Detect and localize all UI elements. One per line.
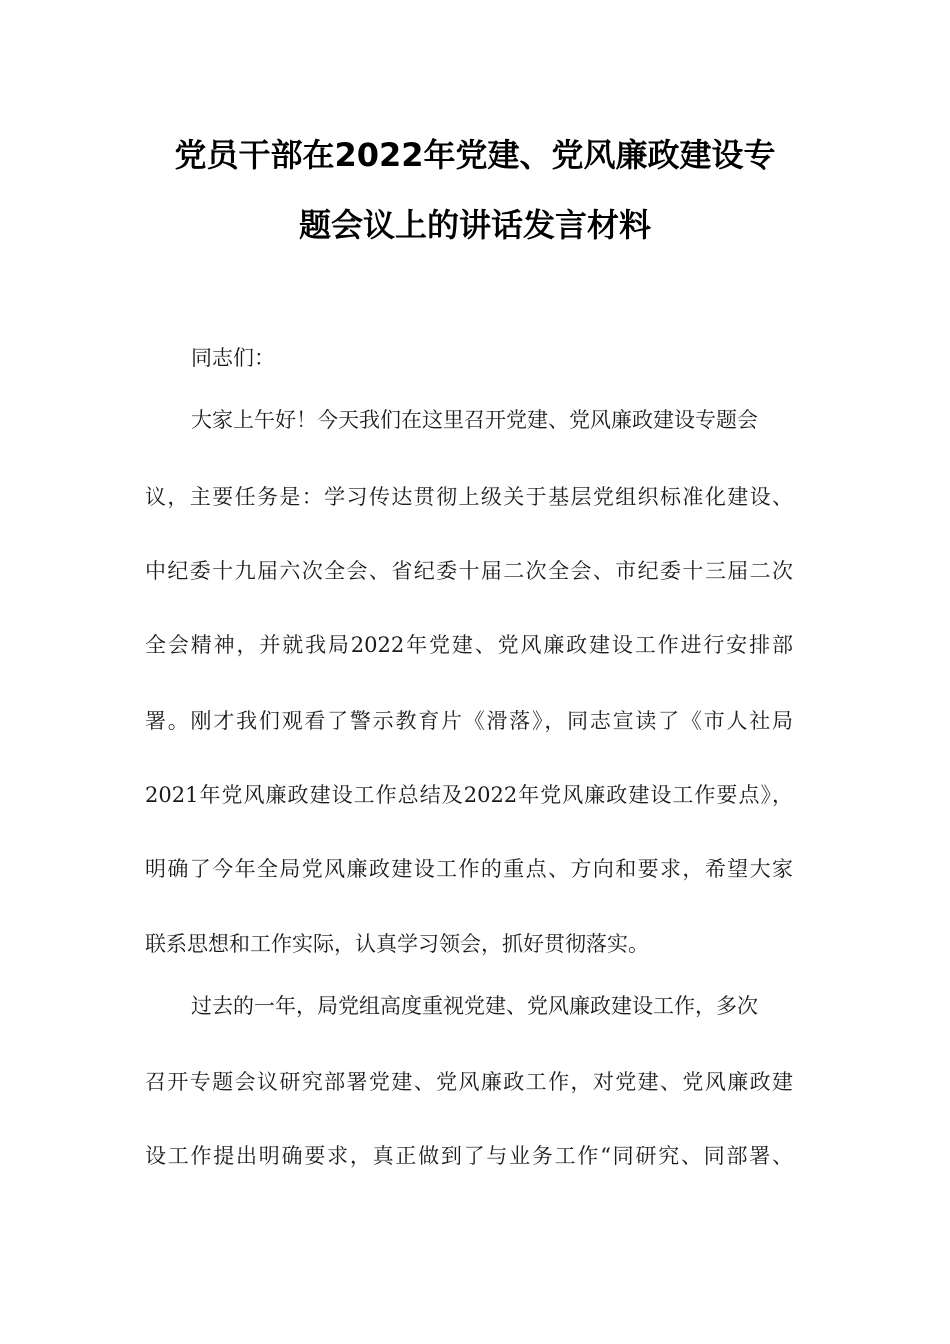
body-text: 明确了今年全局党风廉政建设工作的重点、方向和要求，希望大家 — [145, 857, 793, 881]
body-text: 大家上午好！今天我们在这里召开党建、党风廉政建设专题会 — [191, 408, 758, 432]
body-text: 2021年党风廉政建设工作总结及2022年党风廉政建设工作要点》， — [145, 783, 793, 807]
document-title-line-1: 党员干部在2022年党建、党风廉政建设专 — [174, 136, 776, 174]
body-text: 署。刚才我们观看了警示教育片《滑落》，同志宣读了《市人社局 — [145, 709, 793, 733]
salutation: 同志们： — [191, 346, 275, 370]
body-text: 设工作提出明确要求，真正做到了与业务工作“同研究、同部署、 — [145, 1144, 793, 1168]
body-text: 议，主要任务是：学习传达贯彻上级关于基层党组织标准化建设、 — [145, 485, 793, 509]
body-text: 中纪委十九届六次全会、省纪委十届二次全会、市纪委十三届二次 — [145, 559, 793, 583]
body-text: 全会精神，并就我局2022年党建、党风廉政建设工作进行安排部 — [145, 633, 793, 657]
body-text: 召开专题会议研究部署党建、党风廉政工作，对党建、党风廉政建 — [145, 1070, 793, 1094]
body-text: 联系思想和工作实际，认真学习领会，抓好贯彻落实。 — [145, 932, 649, 956]
document-title-line-2: 题会议上的讲话发言材料 — [298, 206, 651, 244]
body-text: 过去的一年，局党组高度重视党建、党风廉政建设工作，多次 — [191, 994, 758, 1018]
